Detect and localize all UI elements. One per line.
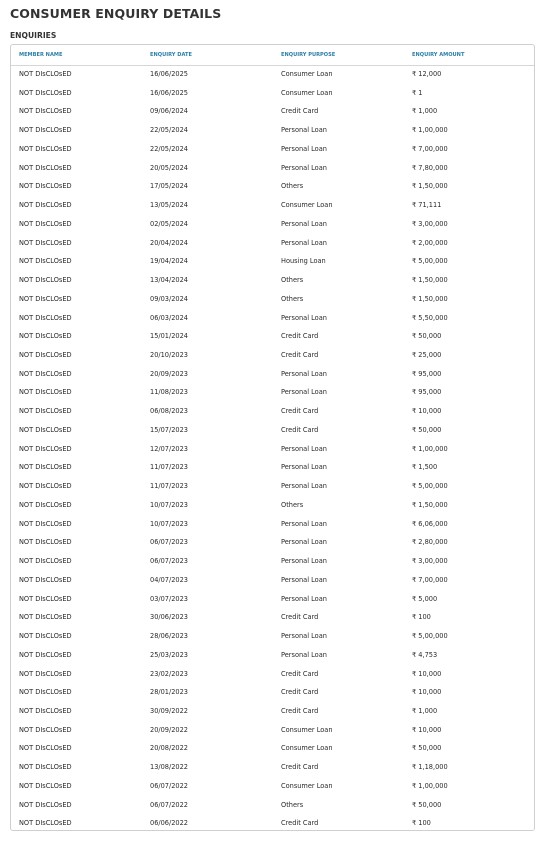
member-name-cell: NOT DIsCLOsED	[19, 650, 72, 659]
enquiry-purpose-cell: Personal Loan	[281, 238, 327, 247]
enquiry-date-cell: 17/05/2024	[150, 182, 189, 191]
member-name-cell: NOT DIsCLOsED	[19, 482, 72, 491]
table-row	[11, 777, 534, 796]
enquiry-amount-cell: ₹ 50,000	[412, 425, 442, 434]
member-name-cell: NOT DIsCLOsED	[19, 388, 72, 397]
member-name-cell: NOT DIsCLOsED	[19, 276, 72, 285]
table-row	[11, 290, 534, 309]
enquiry-date-cell: 06/07/2022	[150, 800, 189, 809]
enquiry-date-cell: 19/04/2024	[150, 257, 189, 266]
enquiry-purpose-cell: Personal Loan	[281, 388, 327, 397]
enquiry-date-cell: 10/07/2023	[150, 500, 189, 509]
member-name-cell: NOT DIsCLOsED	[19, 575, 72, 584]
enquiry-amount-cell: ₹ 1,00,000	[412, 781, 448, 790]
table-row	[11, 84, 534, 103]
table-row	[11, 215, 534, 234]
enquiry-date-cell: 23/02/2023	[150, 669, 189, 678]
table-row	[11, 477, 534, 496]
enquiry-amount-cell: ₹ 10,000	[412, 669, 442, 678]
enquiry-purpose-cell: Personal Loan	[281, 144, 327, 153]
table-row	[11, 159, 534, 178]
table-row	[11, 421, 534, 440]
enquiry-amount-cell: ₹ 5,00,000	[412, 482, 448, 491]
enquiry-purpose-cell: Personal Loan	[281, 632, 327, 641]
enquiry-purpose-cell: Consumer Loan	[281, 88, 333, 97]
enquiry-amount-cell: ₹ 7,80,000	[412, 163, 448, 172]
enquiry-date-cell: 22/05/2024	[150, 144, 189, 153]
enquiry-purpose-cell: Personal Loan	[281, 369, 327, 378]
enquiry-purpose-cell: Others	[281, 800, 304, 809]
table-row	[11, 365, 534, 384]
enquiry-purpose-cell: Personal Loan	[281, 538, 327, 547]
enquiry-purpose-cell: Others	[281, 294, 304, 303]
member-name-cell: NOT DIsCLOsED	[19, 88, 72, 97]
enquiry-date-cell: 06/07/2022	[150, 781, 189, 790]
enquiry-purpose-cell: Credit Card	[281, 407, 319, 416]
enquiry-date-cell: 28/01/2023	[150, 688, 189, 697]
table-row	[11, 627, 534, 646]
enquiry-purpose-cell: Credit Card	[281, 107, 319, 116]
enquiry-purpose-cell: Personal Loan	[281, 557, 327, 566]
enquiry-amount-cell: ₹ 5,000	[412, 594, 438, 603]
table-row	[11, 571, 534, 590]
member-name-cell: NOT DIsCLOsED	[19, 819, 72, 828]
table-row	[11, 102, 534, 121]
member-name-cell: NOT DIsCLOsED	[19, 744, 72, 753]
table-row	[11, 327, 534, 346]
member-name-cell: NOT DIsCLOsED	[19, 294, 72, 303]
member-name-cell: NOT DIsCLOsED	[19, 538, 72, 547]
table-row	[11, 65, 534, 84]
member-name-cell: NOT DIsCLOsED	[19, 369, 72, 378]
table-row	[11, 346, 534, 365]
member-name-cell: NOT DIsCLOsED	[19, 107, 72, 116]
table-row	[11, 646, 534, 665]
table-row	[11, 590, 534, 609]
enquiry-purpose-cell: Personal Loan	[281, 163, 327, 172]
enquiry-amount-cell: ₹ 95,000	[412, 369, 442, 378]
member-name-cell: NOT DIsCLOsED	[19, 126, 72, 135]
enquiry-date-cell: 10/07/2023	[150, 519, 189, 528]
enquiry-date-cell: 16/06/2025	[150, 70, 189, 78]
enquiry-amount-cell: ₹ 4,753	[412, 650, 438, 659]
enquiry-purpose-cell: Credit Card	[281, 669, 319, 678]
enquiry-date-cell: 12/07/2023	[150, 444, 189, 453]
member-name-cell: NOT DIsCLOsED	[19, 725, 72, 734]
enquiry-amount-cell: ₹ 3,00,000	[412, 219, 448, 228]
enquiry-amount-cell: ₹ 7,00,000	[412, 575, 448, 584]
enquiry-date-cell: 03/07/2023	[150, 594, 189, 603]
table-row	[11, 739, 534, 758]
table-row	[11, 140, 534, 159]
table-row	[11, 196, 534, 215]
member-name-cell: NOT DIsCLOsED	[19, 219, 72, 228]
header-enquiry-date: ENQUIRY DATE	[150, 52, 192, 58]
enquiry-date-cell: 22/05/2024	[150, 126, 189, 135]
enquiry-date-cell: 06/07/2023	[150, 538, 189, 547]
table-row	[11, 234, 534, 253]
enquiry-purpose-cell: Consumer Loan	[281, 744, 333, 753]
enquiry-amount-cell: ₹ 5,50,000	[412, 313, 448, 322]
enquiry-amount-cell: ₹ 71,111	[412, 201, 442, 210]
enquiry-amount-cell: ₹ 100	[412, 613, 431, 622]
member-name-cell: NOT DIsCLOsED	[19, 163, 72, 172]
enquiry-date-cell: 20/10/2023	[150, 351, 189, 360]
table-row	[11, 252, 534, 271]
table-row	[11, 814, 534, 833]
enquiry-date-cell: 20/08/2022	[150, 744, 189, 753]
table-row	[11, 496, 534, 515]
table-row	[11, 758, 534, 777]
enquiry-amount-cell: ₹ 50,000	[412, 800, 442, 809]
enquiry-date-cell: 06/06/2022	[150, 819, 189, 828]
member-name-cell: NOT DIsCLOsED	[19, 201, 72, 210]
enquiry-purpose-cell: Personal Loan	[281, 650, 327, 659]
table-body	[11, 65, 534, 833]
enquiry-amount-cell: ₹ 12,000	[412, 70, 442, 78]
member-name-cell: NOT DIsCLOsED	[19, 763, 72, 772]
enquiry-purpose-cell: Personal Loan	[281, 444, 327, 453]
enquiry-amount-cell: ₹ 2,00,000	[412, 238, 448, 247]
member-name-cell: NOT DIsCLOsED	[19, 632, 72, 641]
enquiry-purpose-cell: Others	[281, 276, 304, 285]
enquiry-purpose-cell: Personal Loan	[281, 313, 327, 322]
enquiry-date-cell: 06/07/2023	[150, 557, 189, 566]
table-row	[11, 608, 534, 627]
enquiry-purpose-cell: Consumer Loan	[281, 70, 333, 78]
enquiry-date-cell: 15/01/2024	[150, 332, 189, 341]
enquiry-purpose-cell: Credit Card	[281, 819, 319, 828]
enquiry-date-cell: 20/09/2023	[150, 369, 189, 378]
enquiry-date-cell: 11/07/2023	[150, 482, 189, 491]
member-name-cell: NOT DIsCLOsED	[19, 407, 72, 416]
table-row	[11, 796, 534, 815]
member-name-cell: NOT DIsCLOsED	[19, 182, 72, 191]
member-name-cell: NOT DIsCLOsED	[19, 257, 72, 266]
table-row	[11, 552, 534, 571]
table-row	[11, 515, 534, 534]
enquiry-purpose-cell: Personal Loan	[281, 519, 327, 528]
table-row	[11, 402, 534, 421]
enquiry-amount-cell: ₹ 1,50,000	[412, 294, 448, 303]
member-name-cell: NOT DIsCLOsED	[19, 444, 72, 453]
enquiry-date-cell: 13/08/2022	[150, 763, 189, 772]
enquiry-date-cell: 09/06/2024	[150, 107, 189, 116]
member-name-cell: NOT DIsCLOsED	[19, 500, 72, 509]
enquiry-purpose-cell: Credit Card	[281, 613, 319, 622]
enquiry-date-cell: 15/07/2023	[150, 425, 189, 434]
member-name-cell: NOT DIsCLOsED	[19, 144, 72, 153]
enquiry-purpose-cell: Housing Loan	[281, 257, 326, 266]
enquiry-purpose-cell: Credit Card	[281, 688, 319, 697]
table-row	[11, 121, 534, 140]
enquiry-purpose-cell: Personal Loan	[281, 126, 327, 135]
enquiry-purpose-cell: Consumer Loan	[281, 201, 333, 210]
enquiry-date-cell: 02/05/2024	[150, 219, 189, 228]
table-row	[11, 177, 534, 196]
enquiry-amount-cell: ₹ 1,00,000	[412, 126, 448, 135]
enquiry-purpose-cell: Credit Card	[281, 706, 319, 715]
enquiry-amount-cell: ₹ 1,50,000	[412, 182, 448, 191]
member-name-cell: NOT DIsCLOsED	[19, 613, 72, 622]
member-name-cell: NOT DIsCLOsED	[19, 781, 72, 790]
page-title: CONSUMER ENQUIRY DETAILS	[10, 6, 222, 21]
enquiry-amount-cell: ₹ 3,00,000	[412, 557, 448, 566]
enquiry-amount-cell: ₹ 1,50,000	[412, 500, 448, 509]
table-row	[11, 458, 534, 477]
enquiry-date-cell: 28/06/2023	[150, 632, 189, 641]
enquiry-date-cell: 13/05/2024	[150, 201, 189, 210]
enquiry-date-cell: 06/08/2023	[150, 407, 189, 416]
member-name-cell: NOT DIsCLOsED	[19, 688, 72, 697]
section-title: ENQUIRIES	[10, 31, 57, 40]
table-row	[11, 533, 534, 552]
table-row	[11, 665, 534, 684]
enquiry-purpose-cell: Personal Loan	[281, 219, 327, 228]
enquiry-date-cell: 11/08/2023	[150, 388, 189, 397]
enquiry-amount-cell: ₹ 1,18,000	[412, 763, 448, 772]
table-row	[11, 383, 534, 402]
enquiry-amount-cell: ₹ 1,500	[412, 463, 438, 472]
enquiry-amount-cell: ₹ 7,00,000	[412, 144, 448, 153]
enquiry-purpose-cell: Personal Loan	[281, 482, 327, 491]
table-row	[11, 309, 534, 328]
enquiry-purpose-cell: Personal Loan	[281, 463, 327, 472]
member-name-cell: NOT DIsCLOsED	[19, 706, 72, 715]
member-name-cell: NOT DIsCLOsED	[19, 800, 72, 809]
enquiry-date-cell: 25/03/2023	[150, 650, 189, 659]
member-name-cell: NOT DIsCLOsED	[19, 519, 72, 528]
enquiry-amount-cell: ₹ 50,000	[412, 744, 442, 753]
enquiry-date-cell: 09/03/2024	[150, 294, 189, 303]
enquiry-date-cell: 13/04/2024	[150, 276, 189, 285]
enquiry-date-cell: 20/05/2024	[150, 163, 189, 172]
member-name-cell: NOT DIsCLOsED	[19, 313, 72, 322]
enquiry-amount-cell: ₹ 6,06,000	[412, 519, 448, 528]
enquiry-date-cell: 06/03/2024	[150, 313, 189, 322]
member-name-cell: NOT DIsCLOsED	[19, 351, 72, 360]
member-name-cell: NOT DIsCLOsED	[19, 669, 72, 678]
enquiry-amount-cell: ₹ 1	[412, 88, 423, 97]
table-row	[11, 721, 534, 740]
enquiry-purpose-cell: Personal Loan	[281, 575, 327, 584]
enquiry-date-cell: 20/04/2024	[150, 238, 189, 247]
enquiry-amount-cell: ₹ 95,000	[412, 388, 442, 397]
enquiry-amount-cell: ₹ 1,000	[412, 706, 438, 715]
member-name-cell: NOT DIsCLOsED	[19, 425, 72, 434]
table-row	[11, 683, 534, 702]
enquiry-amount-cell: ₹ 1,50,000	[412, 276, 448, 285]
enquiry-amount-cell: ₹ 5,00,000	[412, 632, 448, 641]
enquiry-amount-cell: ₹ 5,00,000	[412, 257, 448, 266]
member-name-cell: NOT DIsCLOsED	[19, 594, 72, 603]
enquiry-purpose-cell: Credit Card	[281, 351, 319, 360]
member-name-cell: NOT DIsCLOsED	[19, 70, 72, 78]
member-name-cell: NOT DIsCLOsED	[19, 332, 72, 341]
enquiry-purpose-cell: Others	[281, 500, 304, 509]
enquiry-date-cell: 30/06/2023	[150, 613, 189, 622]
enquiry-purpose-cell: Consumer Loan	[281, 781, 333, 790]
enquiry-date-cell: 04/07/2023	[150, 575, 189, 584]
header-member-name: MEMBER NAME	[19, 52, 63, 58]
member-name-cell: NOT DIsCLOsED	[19, 557, 72, 566]
table-header	[11, 45, 534, 66]
member-name-cell: NOT DIsCLOsED	[19, 238, 72, 247]
table-row	[11, 440, 534, 459]
enquiry-purpose-cell: Others	[281, 182, 304, 191]
enquiry-purpose-cell: Consumer Loan	[281, 725, 333, 734]
enquiry-amount-cell: ₹ 1,00,000	[412, 444, 448, 453]
enquiry-amount-cell: ₹ 1,000	[412, 107, 438, 116]
enquiry-amount-cell: ₹ 10,000	[412, 688, 442, 697]
header-enquiry-purpose: ENQUIRY PURPOSE	[281, 52, 336, 58]
table-row	[11, 702, 534, 721]
enquiry-amount-cell: ₹ 2,80,000	[412, 538, 448, 547]
enquiry-amount-cell: ₹ 50,000	[412, 332, 442, 341]
table-row	[11, 271, 534, 290]
enquiry-amount-cell: ₹ 25,000	[412, 351, 442, 360]
enquiry-date-cell: 11/07/2023	[150, 463, 189, 472]
enquiry-date-cell: 16/06/2025	[150, 88, 189, 97]
enquiry-date-cell: 20/09/2022	[150, 725, 189, 734]
enquiry-purpose-cell: Credit Card	[281, 425, 319, 434]
enquiry-purpose-cell: Personal Loan	[281, 594, 327, 603]
member-name-cell: NOT DIsCLOsED	[19, 463, 72, 472]
enquiry-amount-cell: ₹ 10,000	[412, 407, 442, 416]
enquiries-table	[10, 44, 535, 831]
header-enquiry-amount: ENQUIRY AMOUNT	[412, 52, 465, 58]
enquiry-purpose-cell: Credit Card	[281, 763, 319, 772]
enquiry-amount-cell: ₹ 10,000	[412, 725, 442, 734]
enquiry-amount-cell: ₹ 100	[412, 819, 431, 828]
enquiry-purpose-cell: Credit Card	[281, 332, 319, 341]
enquiry-date-cell: 30/09/2022	[150, 706, 189, 715]
